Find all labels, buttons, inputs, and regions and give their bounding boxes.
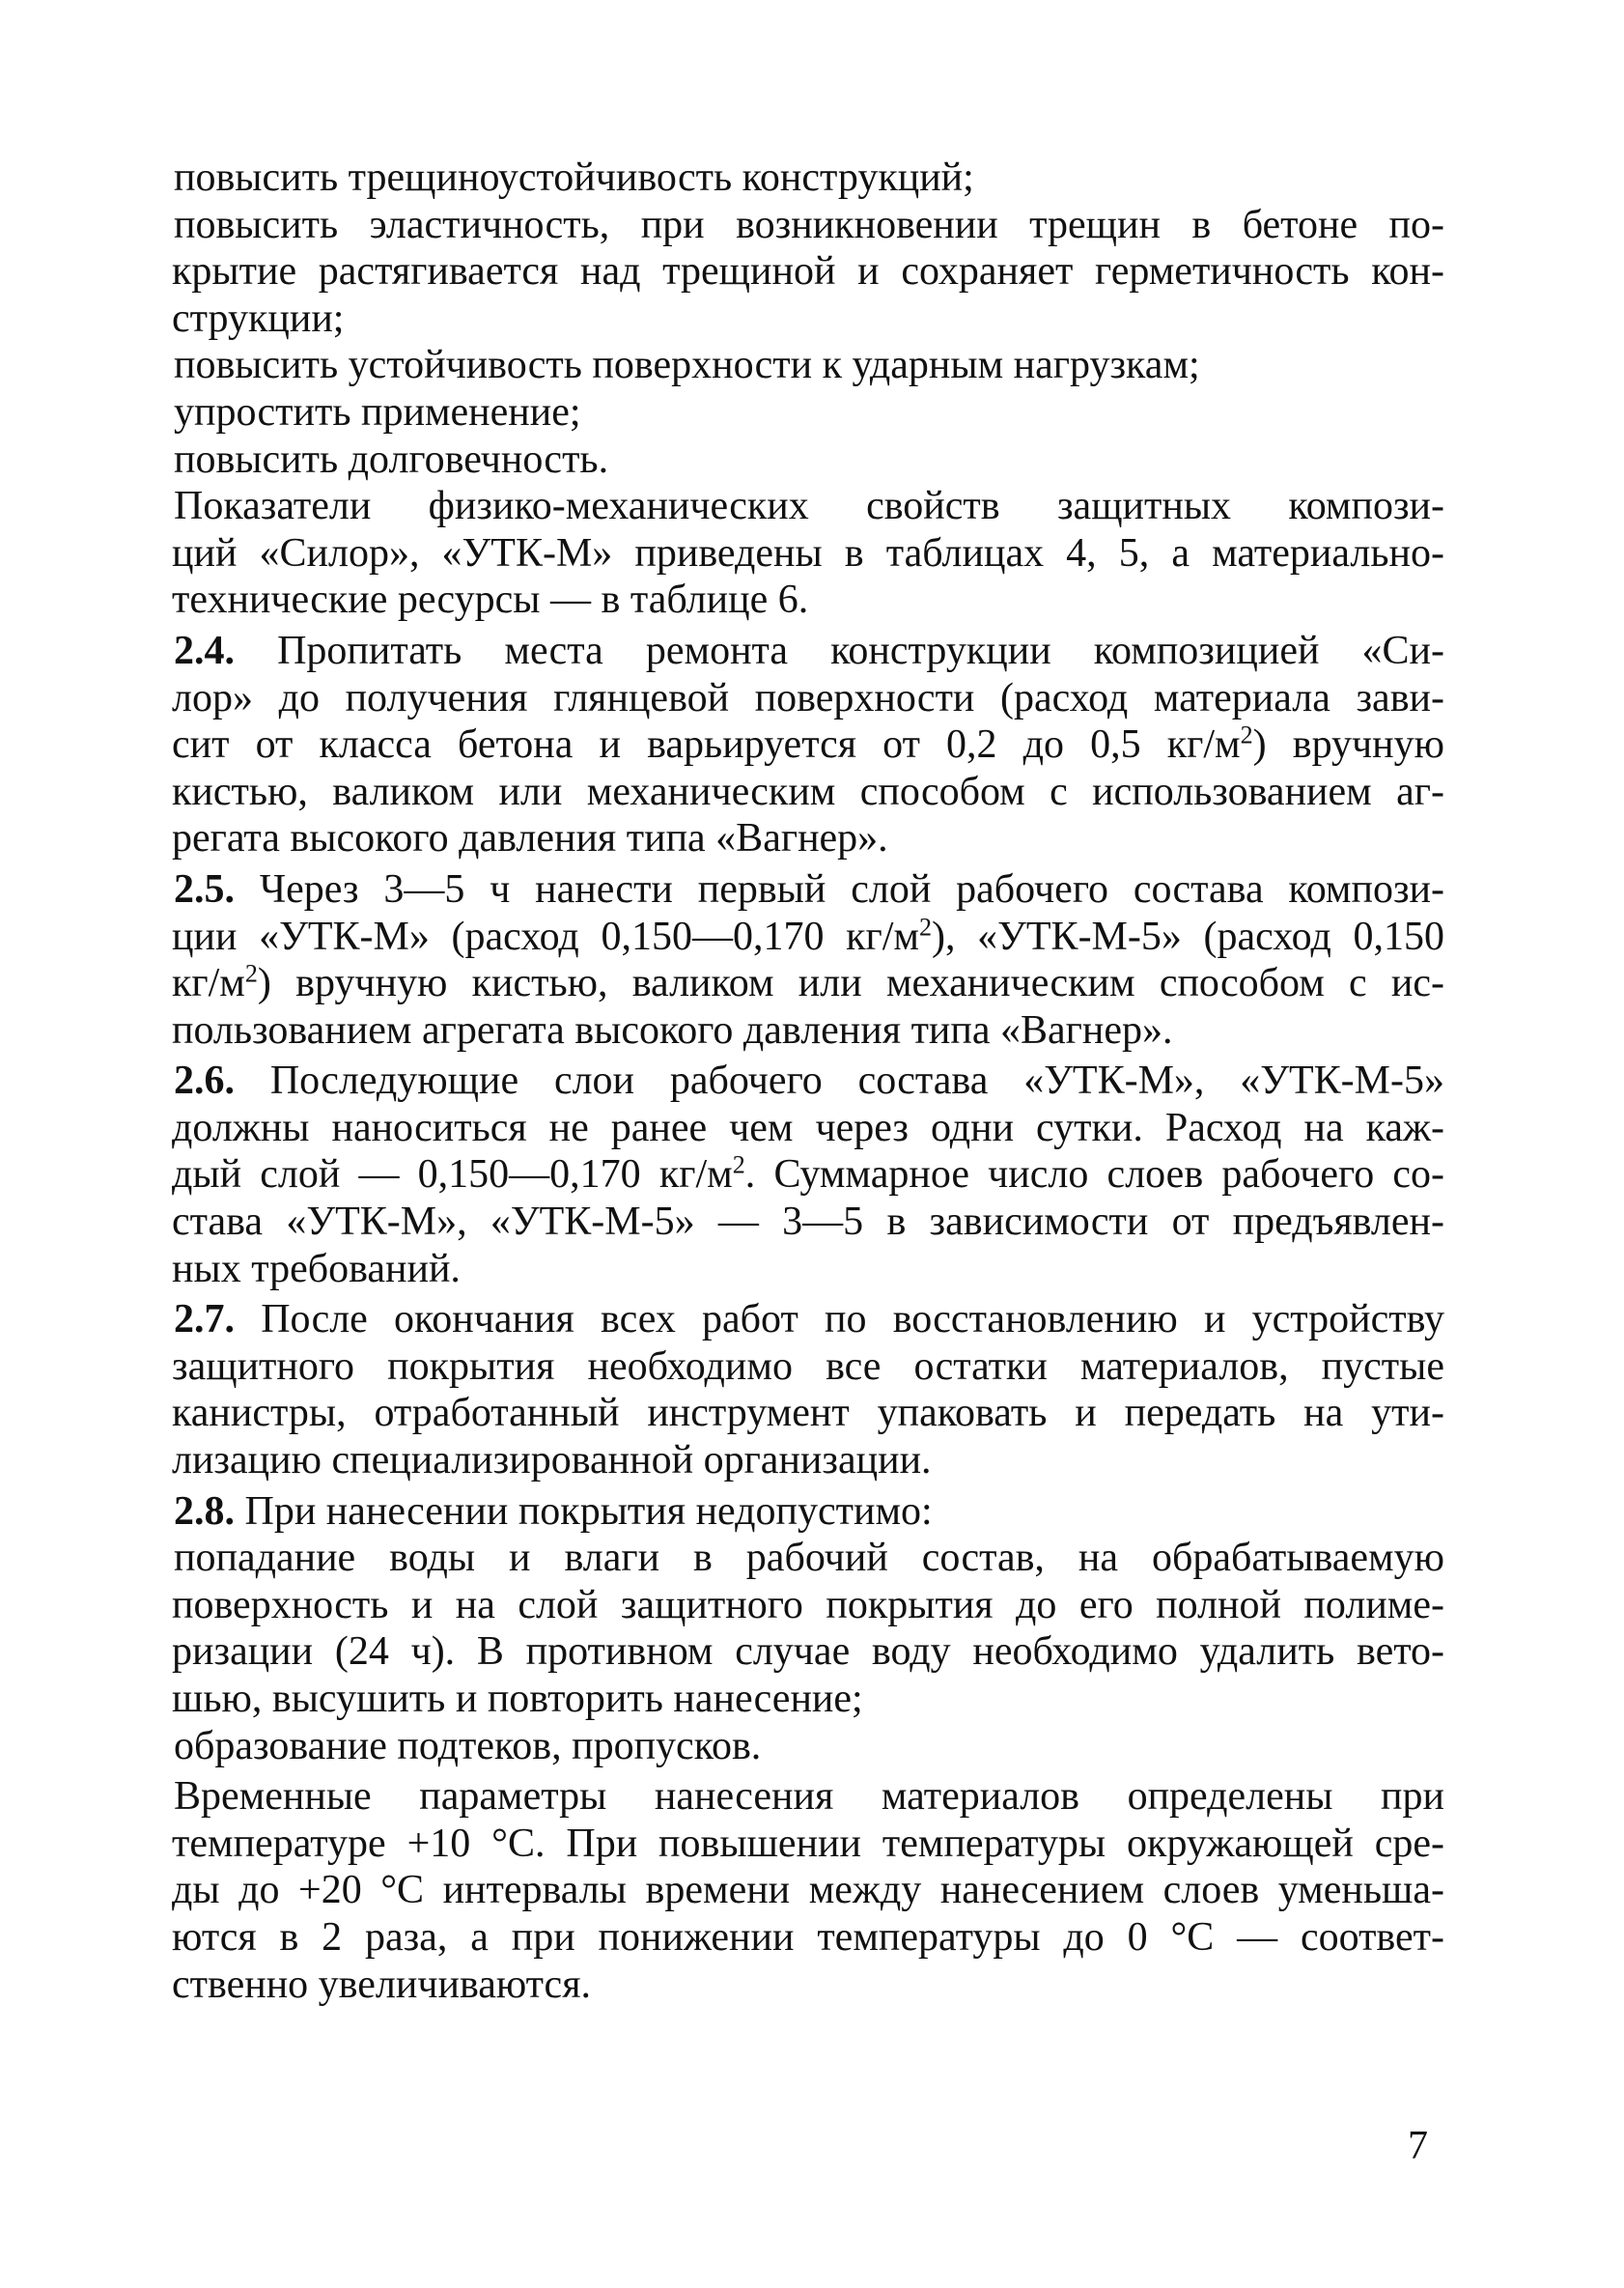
text-line-rest: Пропитать места ремонта конструкции композицией «Си- [277, 628, 1444, 673]
text-line-rest: Через 3—5 ч нанести первый слой рабочего состава компози- [259, 866, 1444, 912]
section-number: 2.8. [174, 1488, 235, 1534]
text-line-rest: После окончания всех работ по восстановлению и устройству [261, 1297, 1444, 1342]
text-line: пользованием агрегата высокого давления типа «Вагнер». [172, 1007, 1173, 1053]
text-line [172, 1488, 1444, 1536]
text-line: става «УТК-М», «УТК-М-5» — 3—5 в зависимости от предъявлен- [172, 1200, 1444, 1245]
section-number: 2.4. [174, 628, 235, 673]
text-line: попадание воды и влаги в рабочий состав, на обрабатываемую [174, 1536, 1444, 1581]
text-line [172, 628, 1444, 675]
text-line: температуре +10 °С. При повышении температуры окружающей сре- [172, 1821, 1444, 1866]
text-line: ственно увеличиваются. [172, 1962, 592, 2007]
text-line-part: ) вручную кистью, валиком или механическим способом с ис- [257, 961, 1444, 1006]
section-number: 2.5. [174, 866, 235, 912]
text-line [172, 866, 1444, 914]
text-line: поверхность и на слой защитного покрытия до его полной полиме- [172, 1582, 1444, 1627]
text-line: повысить долговечность. [174, 437, 609, 482]
text-line: повысить эластичность, при возникновении трещин в бетоне по- [174, 202, 1444, 247]
text-line: ются в 2 раза, а при понижении температуры до 0 °С — соответ- [172, 1914, 1444, 1960]
text-line: регата высокого давления типа «Вагнер». [172, 816, 888, 862]
text-line [172, 960, 1444, 1007]
text-line: повысить устойчивость поверхности к ударным нагрузкам; [174, 343, 1200, 388]
text-line-part: . Суммарное число слоев рабочего со- [744, 1152, 1444, 1198]
text-line-part: ), «УТК-М-5» (расход 0,150 [932, 914, 1445, 959]
text-line: ризации (24 ч). В противном случае воду необходимо удалить вето- [172, 1629, 1444, 1675]
text-line: ных требований. [172, 1246, 461, 1291]
text-line: ды до +20 °С интервалы времени между нанесением слоев уменьша- [172, 1868, 1444, 1913]
text-line: лор» до получения глянцевой поверхности (расход материала зави- [172, 675, 1444, 720]
superscript: 2 [919, 913, 933, 942]
text-line: канистры, отработанный инструмент упаковать и передать на ути- [172, 1391, 1444, 1436]
text-line: должны наноситься не ранее чем через одни сутки. Расход на каж- [172, 1105, 1444, 1150]
section-number: 2.6. [174, 1059, 235, 1104]
text-line [172, 1296, 1444, 1343]
superscript: 2 [732, 1151, 745, 1180]
body-text [172, 155, 1444, 2008]
text-line [172, 721, 1444, 769]
text-line: Показатели физико-механических свойств защитных компози- [174, 484, 1444, 529]
text-line: Временные параметры нанесения материалов определены при [174, 1774, 1444, 1820]
superscript: 2 [244, 959, 258, 988]
text-line: образование подтеков, пропусков. [174, 1723, 762, 1768]
text-line-part: кг/м [172, 961, 245, 1006]
superscript: 2 [1240, 720, 1253, 749]
text-line: струкции; [172, 296, 345, 341]
text-line: упростить применение; [174, 389, 581, 435]
text-line-part: сит от класса бетона и варьируется от 0,2 до 0,5 кг/м [172, 722, 1241, 768]
text-line: ций «Силор», «УТК-М» приведены в таблицах 4, 5, а материально- [172, 530, 1444, 576]
text-line: шью, высушить и повторить нанесение; [172, 1677, 863, 1721]
text-line: повысить трещиноустойчивость конструкций; [174, 155, 974, 200]
page-number: 7 [1408, 2124, 1428, 2168]
text-line-rest: Последующие слои рабочего состава «УТК-М», «УТК-М-5» [269, 1059, 1444, 1104]
text-line [172, 914, 1444, 961]
text-line [172, 1058, 1444, 1105]
section-number: 2.7. [174, 1297, 235, 1342]
text-line-part: дый слой — 0,150—0,170 кг/м [172, 1152, 733, 1198]
text-line-rest: При нанесении покрытия недопустимо: [244, 1488, 933, 1534]
text-line-part: ) вручную [1252, 722, 1444, 768]
text-line: лизацию специализированной организации. [172, 1438, 932, 1483]
text-line-part: ции «УТК-М» (расход 0,150—0,170 кг/м [172, 914, 919, 959]
text-line: крытие растягивается над трещиной и сохраняет герметичность кон- [172, 249, 1444, 295]
text-line: кистью, валиком или механическим способом с использованием аг- [172, 769, 1444, 814]
text-line [172, 1151, 1444, 1199]
text-line: защитного покрытия необходимо все остатки материалов, пустые [172, 1343, 1444, 1389]
text-line: технические ресурсы — в таблице 6. [172, 578, 809, 623]
